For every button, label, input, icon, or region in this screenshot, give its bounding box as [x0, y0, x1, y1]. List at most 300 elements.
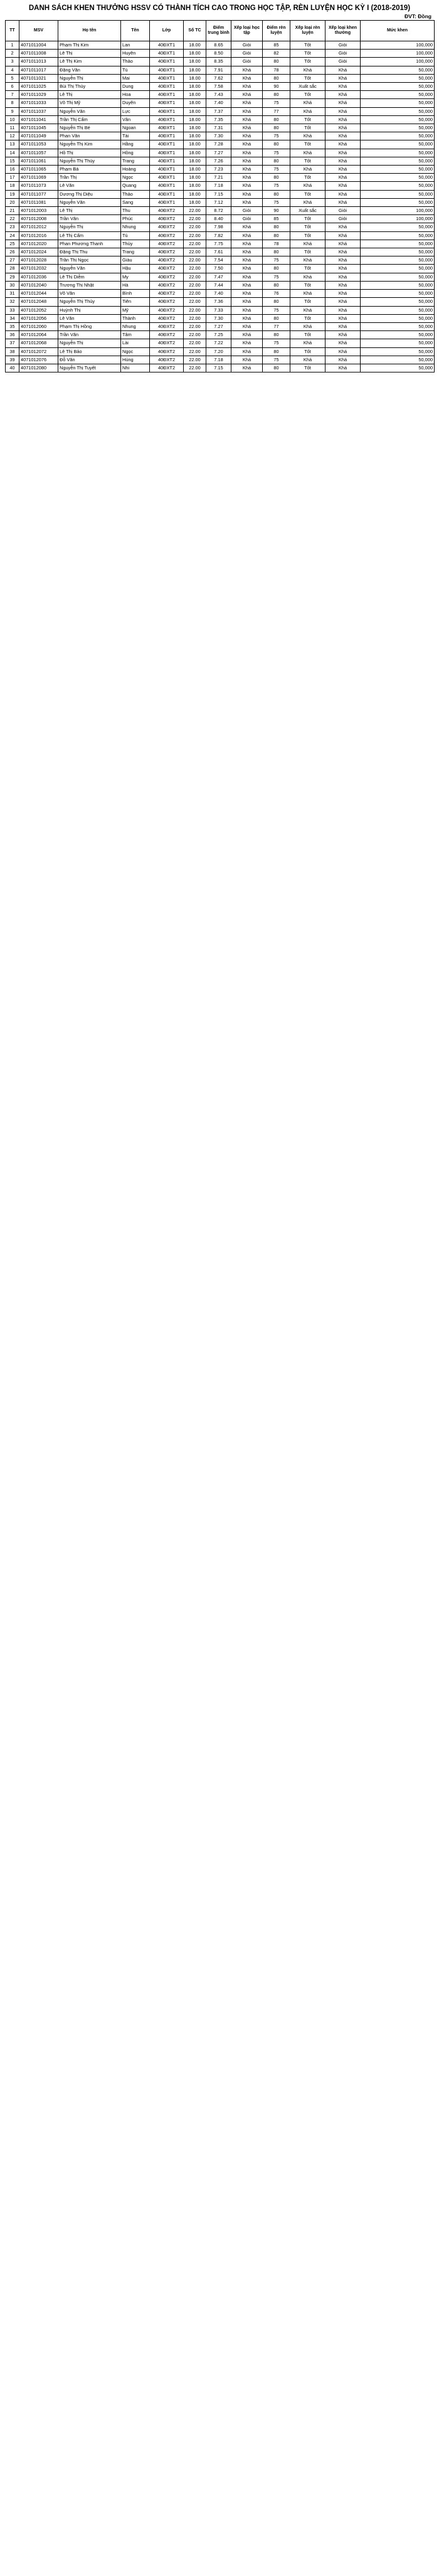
table-row [6, 157, 435, 165]
column-header: MSV [19, 21, 58, 41]
class-cell: 40ĐXT2 [150, 207, 184, 215]
student-id-cell: 4071011013 [19, 58, 58, 66]
student-id-cell: 4071011077 [19, 190, 58, 198]
student-id-cell: 4071012044 [19, 290, 58, 298]
academic-rank-cell: Khá [231, 132, 263, 140]
student-id-cell: 4071012036 [19, 273, 58, 281]
table-row [6, 231, 435, 240]
credits-cell: 18.00 [184, 83, 206, 91]
class-cell: 40ĐXT2 [150, 290, 184, 298]
conduct-rank-cell: Tốt [290, 231, 325, 240]
reward-amount-cell: 50,000 [361, 347, 435, 356]
credits-cell: 22.00 [184, 240, 206, 248]
reward-rank-cell: Giỏi [325, 41, 361, 50]
student-name-cell: Hoàng [121, 166, 150, 174]
conduct-rank-cell: Khá [290, 166, 325, 174]
student-surname-cell: Trương Thị Nhật [58, 281, 121, 289]
table-header [6, 21, 435, 41]
reward-rank-cell: Khá [325, 290, 361, 298]
credits-cell: 18.00 [184, 50, 206, 58]
academic-rank-cell: Khá [231, 99, 263, 107]
conduct-rank-cell: Khá [290, 356, 325, 364]
class-cell: 40ĐXT1 [150, 58, 184, 66]
row-index-cell: 22 [6, 215, 19, 223]
student-surname-cell: Lê Thị Bảo [58, 347, 121, 356]
conduct-rank-cell: Tốt [290, 223, 325, 231]
conduct-rank-cell: Tốt [290, 215, 325, 223]
reward-amount-cell: 100,000 [361, 207, 435, 215]
credits-cell: 18.00 [184, 91, 206, 99]
table-row [6, 347, 435, 356]
reward-rank-cell: Khá [325, 115, 361, 124]
student-surname-cell: Trần Thị Cẩm [58, 115, 121, 124]
column-header: Xếp loại rèn luyện [290, 21, 325, 41]
table-header-row [6, 21, 435, 41]
student-name-cell: Thủy [121, 240, 150, 248]
table-row [6, 273, 435, 281]
reward-amount-cell: 50,000 [361, 339, 435, 347]
row-index-cell: 14 [6, 149, 19, 157]
student-surname-cell: Nguyễn Thị Thùy [58, 157, 121, 165]
student-surname-cell: Đỗ Văn [58, 356, 121, 364]
academic-rank-cell: Khá [231, 339, 263, 347]
student-surname-cell: Bùi Thị Thúy [58, 83, 121, 91]
reward-amount-cell: 50,000 [361, 356, 435, 364]
student-surname-cell: Phạm Thị Kim [58, 41, 121, 50]
reward-rank-cell: Khá [325, 273, 361, 281]
table-row [6, 50, 435, 58]
credits-cell: 22.00 [184, 364, 206, 372]
table-row [6, 215, 435, 223]
row-index-cell: 13 [6, 140, 19, 149]
credits-cell: 18.00 [184, 115, 206, 124]
table-row [6, 356, 435, 364]
average-score-cell: 7.58 [206, 83, 231, 91]
reward-rank-cell: Khá [325, 190, 361, 198]
academic-rank-cell: Giỏi [231, 215, 263, 223]
credits-cell: 22.00 [184, 298, 206, 306]
class-cell: 40ĐXT2 [150, 331, 184, 339]
conduct-score-cell: 80 [263, 140, 290, 149]
table-row [6, 91, 435, 99]
student-name-cell: Nhi [121, 364, 150, 372]
credits-cell: 22.00 [184, 347, 206, 356]
academic-rank-cell: Khá [231, 290, 263, 298]
student-surname-cell: Phan Phương Thanh [58, 240, 121, 248]
academic-rank-cell: Khá [231, 364, 263, 372]
column-header: Họ tên [58, 21, 121, 41]
student-id-cell: 4071011033 [19, 99, 58, 107]
table-row [6, 132, 435, 140]
conduct-score-cell: 78 [263, 240, 290, 248]
table-row [6, 166, 435, 174]
class-cell: 40ĐXT2 [150, 314, 184, 322]
conduct-score-cell: 80 [263, 91, 290, 99]
academic-rank-cell: Khá [231, 140, 263, 149]
credits-cell: 18.00 [184, 66, 206, 74]
row-index-cell: 36 [6, 331, 19, 339]
student-surname-cell: Võ Thị Mỹ [58, 99, 121, 107]
credits-cell: 18.00 [184, 58, 206, 66]
academic-rank-cell: Khá [231, 83, 263, 91]
student-name-cell: Thảo [121, 58, 150, 66]
student-name-cell: Mai [121, 74, 150, 82]
student-surname-cell: Lê Thị [58, 50, 121, 58]
credits-cell: 22.00 [184, 331, 206, 339]
reward-amount-cell: 100,000 [361, 41, 435, 50]
average-score-cell: 8.65 [206, 41, 231, 50]
credits-cell: 22.00 [184, 339, 206, 347]
student-surname-cell: Nguyễn Thị Tuyết [58, 364, 121, 372]
academic-rank-cell: Khá [231, 91, 263, 99]
credits-cell: 18.00 [184, 107, 206, 115]
class-cell: 40ĐXT1 [150, 115, 184, 124]
conduct-score-cell: 75 [263, 256, 290, 265]
average-score-cell: 7.15 [206, 190, 231, 198]
conduct-score-cell: 75 [263, 339, 290, 347]
average-score-cell: 7.22 [206, 339, 231, 347]
student-name-cell: Quang [121, 182, 150, 190]
conduct-rank-cell: Tốt [290, 91, 325, 99]
currency-unit-note: ĐVT: Đồng [405, 13, 431, 19]
student-id-cell: 4071011017 [19, 66, 58, 74]
table-row [6, 339, 435, 347]
reward-amount-cell: 50,000 [361, 231, 435, 240]
reward-rank-cell: Khá [325, 124, 361, 132]
class-cell: 40ĐXT1 [150, 99, 184, 107]
class-cell: 40ĐXT2 [150, 240, 184, 248]
average-score-cell: 7.27 [206, 322, 231, 330]
reward-rank-cell: Khá [325, 356, 361, 364]
class-cell: 40ĐXT1 [150, 50, 184, 58]
reward-rank-cell: Khá [325, 174, 361, 182]
academic-rank-cell: Giỏi [231, 58, 263, 66]
academic-rank-cell: Khá [231, 198, 263, 206]
conduct-rank-cell: Tốt [290, 58, 325, 66]
student-surname-cell: Nguyễn Văn [58, 198, 121, 206]
student-surname-cell: Trần Thị [58, 174, 121, 182]
conduct-rank-cell: Tốt [290, 298, 325, 306]
student-id-cell: 4071012016 [19, 231, 58, 240]
class-cell: 40ĐXT1 [150, 182, 184, 190]
conduct-rank-cell: Tốt [290, 248, 325, 256]
student-surname-cell: Phan Văn [58, 132, 121, 140]
conduct-rank-cell: Khá [290, 132, 325, 140]
student-id-cell: 4071012060 [19, 322, 58, 330]
reward-rank-cell: Giỏi [325, 215, 361, 223]
class-cell: 40ĐXT2 [150, 231, 184, 240]
average-score-cell: 7.50 [206, 265, 231, 273]
row-index-cell: 28 [6, 265, 19, 273]
reward-rank-cell: Khá [325, 231, 361, 240]
row-index-cell: 3 [6, 58, 19, 66]
student-id-cell: 4071011073 [19, 182, 58, 190]
reward-amount-cell: 100,000 [361, 58, 435, 66]
conduct-score-cell: 75 [263, 198, 290, 206]
reward-amount-cell: 50,000 [361, 281, 435, 289]
average-score-cell: 7.30 [206, 132, 231, 140]
academic-rank-cell: Khá [231, 182, 263, 190]
conduct-score-cell: 75 [263, 182, 290, 190]
student-id-cell: 4071011049 [19, 132, 58, 140]
class-cell: 40ĐXT2 [150, 265, 184, 273]
reward-amount-cell: 50,000 [361, 91, 435, 99]
student-id-cell: 4071012072 [19, 347, 58, 356]
conduct-score-cell: 77 [263, 322, 290, 330]
reward-rank-cell: Khá [325, 314, 361, 322]
academic-rank-cell: Khá [231, 74, 263, 82]
student-name-cell: Mỹ [121, 306, 150, 314]
table-row [6, 174, 435, 182]
student-name-cell: Tiên [121, 298, 150, 306]
conduct-rank-cell: Tốt [290, 265, 325, 273]
conduct-rank-cell: Tốt [290, 331, 325, 339]
student-surname-cell: Đặng Văn [58, 66, 121, 74]
student-id-cell: 4071011041 [19, 115, 58, 124]
table-row [6, 66, 435, 74]
table-row [6, 290, 435, 298]
reward-amount-cell: 50,000 [361, 132, 435, 140]
student-id-cell: 4071012024 [19, 248, 58, 256]
conduct-rank-cell: Khá [290, 107, 325, 115]
academic-rank-cell: Khá [231, 166, 263, 174]
conduct-rank-cell: Tốt [290, 364, 325, 372]
conduct-rank-cell: Khá [290, 339, 325, 347]
conduct-score-cell: 80 [263, 248, 290, 256]
student-surname-cell: Lê Văn [58, 314, 121, 322]
row-index-cell: 15 [6, 157, 19, 165]
class-cell: 40ĐXT1 [150, 198, 184, 206]
reward-rank-cell: Khá [325, 91, 361, 99]
student-surname-cell: Hồ Thị [58, 149, 121, 157]
student-id-cell: 4071011021 [19, 74, 58, 82]
row-index-cell: 24 [6, 231, 19, 240]
average-score-cell: 7.35 [206, 115, 231, 124]
reward-rank-cell: Khá [325, 149, 361, 157]
reward-rank-cell: Khá [325, 166, 361, 174]
student-name-cell: Nhung [121, 322, 150, 330]
table-row [6, 265, 435, 273]
table-row [6, 207, 435, 215]
student-surname-cell: Lê Thị Cẩm [58, 231, 121, 240]
academic-rank-cell: Khá [231, 322, 263, 330]
average-score-cell: 7.28 [206, 140, 231, 149]
credits-cell: 22.00 [184, 306, 206, 314]
conduct-score-cell: 75 [263, 273, 290, 281]
reward-rank-cell: Khá [325, 83, 361, 91]
conduct-score-cell: 80 [263, 347, 290, 356]
student-id-cell: 4071012064 [19, 331, 58, 339]
class-cell: 40ĐXT2 [150, 347, 184, 356]
student-id-cell: 4071011053 [19, 140, 58, 149]
student-name-cell: Duyên [121, 99, 150, 107]
academic-rank-cell: Khá [231, 347, 263, 356]
class-cell: 40ĐXT2 [150, 322, 184, 330]
column-header: Số TC [184, 21, 206, 41]
average-score-cell: 7.43 [206, 91, 231, 99]
reward-amount-cell: 50,000 [361, 115, 435, 124]
academic-rank-cell: Khá [231, 231, 263, 240]
student-id-cell: 4071012052 [19, 306, 58, 314]
column-header: Tên [121, 21, 150, 41]
credits-cell: 22.00 [184, 265, 206, 273]
conduct-rank-cell: Tốt [290, 50, 325, 58]
average-score-cell: 7.33 [206, 306, 231, 314]
reward-rank-cell: Khá [325, 240, 361, 248]
average-score-cell: 7.82 [206, 231, 231, 240]
table-row [6, 182, 435, 190]
conduct-score-cell: 77 [263, 107, 290, 115]
credits-cell: 18.00 [184, 190, 206, 198]
conduct-score-cell: 85 [263, 41, 290, 50]
reward-rank-cell: Khá [325, 74, 361, 82]
reward-rank-cell: Khá [325, 107, 361, 115]
reward-amount-cell: 50,000 [361, 74, 435, 82]
student-surname-cell: Trần Thị Ngọc [58, 256, 121, 265]
row-index-cell: 16 [6, 166, 19, 174]
row-index-cell: 29 [6, 273, 19, 281]
row-index-cell: 5 [6, 74, 19, 82]
row-index-cell: 2 [6, 50, 19, 58]
row-index-cell: 35 [6, 322, 19, 330]
student-id-cell: 4071012076 [19, 356, 58, 364]
conduct-score-cell: 80 [263, 364, 290, 372]
student-id-cell: 4071011025 [19, 83, 58, 91]
row-index-cell: 31 [6, 290, 19, 298]
row-index-cell: 33 [6, 306, 19, 314]
credits-cell: 22.00 [184, 207, 206, 215]
reward-amount-cell: 100,000 [361, 50, 435, 58]
class-cell: 40ĐXT2 [150, 364, 184, 372]
row-index-cell: 38 [6, 347, 19, 356]
student-id-cell: 4071011057 [19, 149, 58, 157]
credits-cell: 18.00 [184, 140, 206, 149]
conduct-score-cell: 82 [263, 50, 290, 58]
reward-rank-cell: Khá [325, 265, 361, 273]
student-name-cell: Trang [121, 248, 150, 256]
student-surname-cell: Lê Thị [58, 207, 121, 215]
average-score-cell: 7.98 [206, 223, 231, 231]
reward-rank-cell: Khá [325, 157, 361, 165]
student-surname-cell: Nguyễn Thị Thủy [58, 298, 121, 306]
conduct-rank-cell: Khá [290, 182, 325, 190]
reward-rank-cell: Khá [325, 223, 361, 231]
student-name-cell: Ngoan [121, 124, 150, 132]
credits-cell: 18.00 [184, 157, 206, 165]
table-row [6, 364, 435, 372]
reward-rank-cell: Khá [325, 256, 361, 265]
average-score-cell: 7.61 [206, 248, 231, 256]
row-index-cell: 8 [6, 99, 19, 107]
reward-rank-cell: Khá [325, 132, 361, 140]
class-cell: 40ĐXT1 [150, 166, 184, 174]
credits-cell: 22.00 [184, 356, 206, 364]
average-score-cell: 8.35 [206, 58, 231, 66]
class-cell: 40ĐXT1 [150, 157, 184, 165]
document-title: DANH SÁCH KHEN THƯỞNG HSSV CÓ THÀNH TÍCH CAO TRONG HỌC TẬP, RÈN LUYỆN HỌC KỲ I (2018-2019) [28, 4, 411, 12]
row-index-cell: 20 [6, 198, 19, 206]
academic-rank-cell: Khá [231, 107, 263, 115]
conduct-score-cell: 90 [263, 83, 290, 91]
student-id-cell: 4071012028 [19, 256, 58, 265]
student-id-cell: 4071012068 [19, 339, 58, 347]
reward-table [5, 20, 435, 372]
student-surname-cell: Nguyễn Thị [58, 339, 121, 347]
conduct-rank-cell: Xuất sắc [290, 83, 325, 91]
average-score-cell: 7.75 [206, 240, 231, 248]
row-index-cell: 11 [6, 124, 19, 132]
table-row [6, 281, 435, 289]
average-score-cell: 7.31 [206, 124, 231, 132]
student-surname-cell: Phạm Bá [58, 166, 121, 174]
reward-rank-cell: Khá [325, 339, 361, 347]
academic-rank-cell: Khá [231, 356, 263, 364]
student-name-cell: Sang [121, 198, 150, 206]
credits-cell: 18.00 [184, 132, 206, 140]
credits-cell: 22.00 [184, 273, 206, 281]
student-surname-cell: Nguyễn Văn [58, 107, 121, 115]
reward-amount-cell: 50,000 [361, 198, 435, 206]
student-name-cell: Hồng [121, 149, 150, 157]
conduct-score-cell: 85 [263, 215, 290, 223]
student-name-cell: Ngọc [121, 174, 150, 182]
conduct-score-cell: 80 [263, 298, 290, 306]
reward-amount-cell: 50,000 [361, 331, 435, 339]
table-row [6, 99, 435, 107]
conduct-score-cell: 80 [263, 331, 290, 339]
student-name-cell: Tú [121, 66, 150, 74]
conduct-score-cell: 80 [263, 115, 290, 124]
student-surname-cell: Dương Thị Diệu [58, 190, 121, 198]
credits-cell: 18.00 [184, 99, 206, 107]
row-index-cell: 40 [6, 364, 19, 372]
conduct-score-cell: 80 [263, 74, 290, 82]
row-index-cell: 4 [6, 66, 19, 74]
student-name-cell: Thu [121, 207, 150, 215]
class-cell: 40ĐXT1 [150, 132, 184, 140]
class-cell: 40ĐXT1 [150, 66, 184, 74]
table-row [6, 190, 435, 198]
academic-rank-cell: Khá [231, 306, 263, 314]
student-surname-cell: Lê Thị Diễm [58, 273, 121, 281]
class-cell: 40ĐXT2 [150, 298, 184, 306]
average-score-cell: 7.26 [206, 157, 231, 165]
student-id-cell: 4071011081 [19, 198, 58, 206]
student-id-cell: 4071011029 [19, 91, 58, 99]
student-surname-cell: Trần Văn [58, 331, 121, 339]
row-index-cell: 1 [6, 41, 19, 50]
table-row [6, 223, 435, 231]
student-name-cell: Hậu [121, 265, 150, 273]
academic-rank-cell: Khá [231, 115, 263, 124]
class-cell: 40ĐXT1 [150, 190, 184, 198]
student-id-cell: 4071011037 [19, 107, 58, 115]
reward-amount-cell: 50,000 [361, 166, 435, 174]
student-surname-cell: Nguyễn Thị [58, 74, 121, 82]
column-header: Điểm trung bình [206, 21, 231, 41]
row-index-cell: 18 [6, 182, 19, 190]
table-row [6, 115, 435, 124]
conduct-rank-cell: Tốt [290, 174, 325, 182]
table-row [6, 240, 435, 248]
credits-cell: 22.00 [184, 281, 206, 289]
academic-rank-cell: Khá [231, 273, 263, 281]
student-surname-cell: Võ Văn [58, 290, 121, 298]
row-index-cell: 30 [6, 281, 19, 289]
conduct-score-cell: 76 [263, 290, 290, 298]
conduct-rank-cell: Tốt [290, 347, 325, 356]
table-row [6, 107, 435, 115]
